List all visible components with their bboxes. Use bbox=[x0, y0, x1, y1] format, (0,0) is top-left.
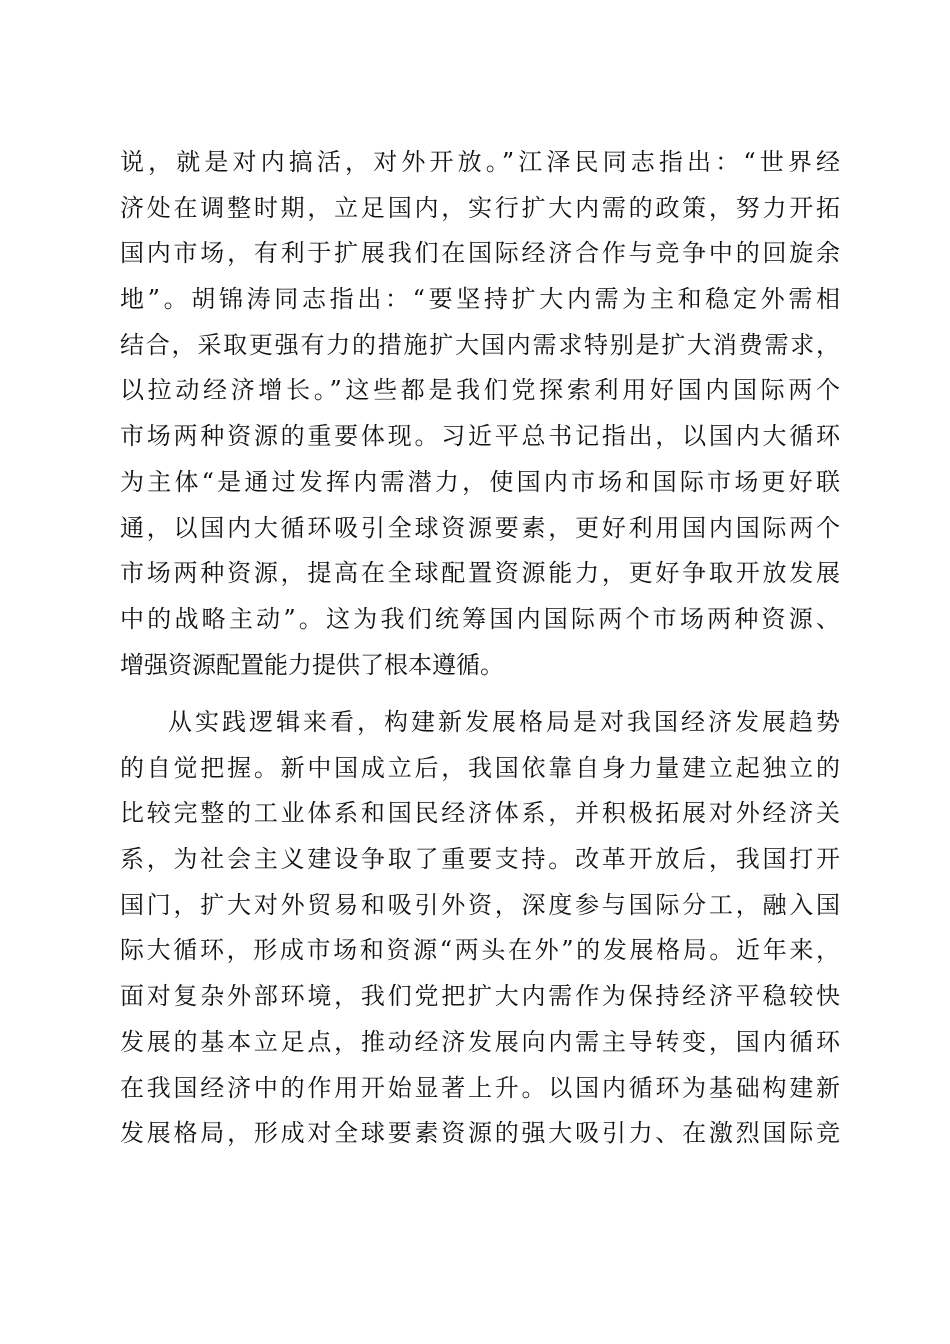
text-line: 增强资源配置能力提供了根本遵循。 bbox=[120, 650, 504, 679]
text-line: 从实践逻辑来看，构建新发展格局是对我国经济发展趋势 bbox=[168, 708, 840, 736]
text-line: 说，就是对内搞活，对外开放。”江泽民同志指出：“世界经 bbox=[120, 148, 840, 176]
text-line: 系，为社会主义建设争取了重要支持。改革开放后，我国打开 bbox=[120, 845, 840, 874]
text-line: 面对复杂外部环境，我们党把扩大内需作为保持经济平稳较快 bbox=[120, 982, 840, 1011]
text-line: 在我国经济中的作用开始显著上升。以国内循环为基础构建新 bbox=[120, 1073, 840, 1102]
text-line: 国门，扩大对外贸易和吸引外资，深度参与国际分工，融入国 bbox=[120, 890, 840, 919]
paragraph-1 bbox=[120, 140, 840, 688]
text-line: 为主体“是通过发挥内需潜力，使国内市场和国际市场更好联 bbox=[120, 467, 840, 496]
text-line: 际大循环，形成市场和资源“两头在外”的发展格局。近年来， bbox=[120, 936, 840, 965]
text-line: 比较完整的工业体系和国民经济体系，并积极拓展对外经济关 bbox=[120, 799, 840, 828]
text-line: 中的战略主动”。这为我们统筹国内国际两个市场两种资源、 bbox=[120, 604, 840, 633]
text-line: 以拉动经济增长。”这些都是我们党探索利用好国内国际两个 bbox=[120, 376, 840, 405]
text-line: 发展格局，形成对全球要素资源的强大吸引力、在激烈国际竞 bbox=[120, 1119, 840, 1148]
text-line: 的自觉把握。新中国成立后，我国依靠自身力量建立起独立的 bbox=[120, 753, 840, 782]
text-line: 地”。胡锦涛同志指出：“要坚持扩大内需为主和稳定外需相 bbox=[120, 285, 840, 314]
text-line: 发展的基本立足点，推动经济发展向内需主导转变，国内循环 bbox=[120, 1027, 840, 1056]
paragraph-2 bbox=[120, 700, 840, 1157]
text-line: 市场两种资源的重要体现。习近平总书记指出，以国内大循环 bbox=[120, 422, 840, 451]
text-line: 市场两种资源，提高在全球配置资源能力，更好争取开放发展 bbox=[120, 559, 840, 588]
text-line: 通，以国内大循环吸引全球资源要素，更好利用国内国际两个 bbox=[120, 513, 840, 542]
text-line: 济处在调整时期，立足国内，实行扩大内需的政策，努力开拓 bbox=[120, 193, 840, 222]
text-line: 结合，采取更强有力的措施扩大国内需求特别是扩大消费需求， bbox=[120, 330, 840, 359]
text-line: 国内市场，有利于扩展我们在国际经济合作与竞争中的回旋余 bbox=[120, 239, 840, 268]
